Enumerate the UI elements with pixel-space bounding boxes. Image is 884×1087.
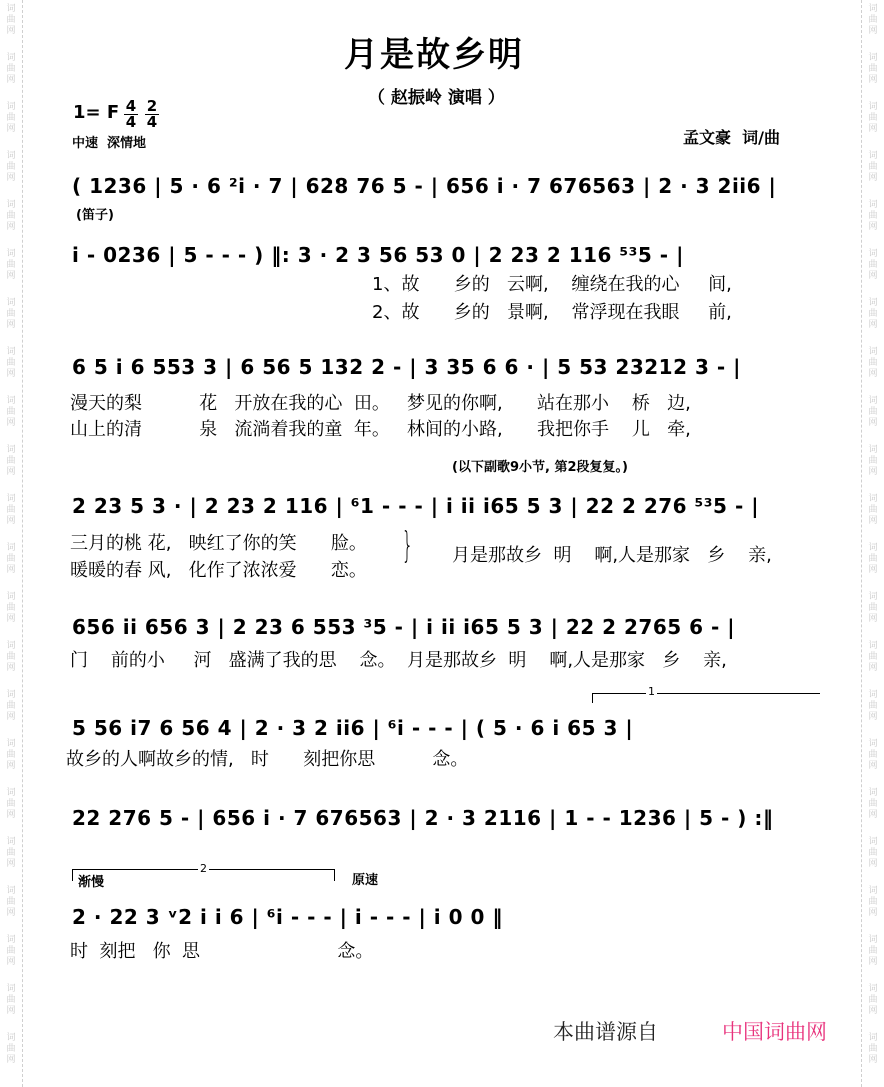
- watermark-char: 曲: [6, 211, 16, 221]
- watermark-char: 网: [868, 663, 878, 673]
- song-title: 月是故乡明: [344, 35, 524, 75]
- watermark-char: 曲: [6, 750, 16, 760]
- lyric-line-2-verse-1: 1、故 乡的 云啊, 缠绕在我的心 间,: [372, 274, 732, 295]
- watermark-char: 曲: [868, 848, 878, 858]
- watermark-char: 曲: [868, 113, 878, 123]
- watermark-char: 词: [868, 494, 878, 504]
- site-name-link[interactable]: 中国词曲网: [722, 1020, 827, 1044]
- watermark-char: 网: [868, 173, 878, 183]
- watermark-char: 曲: [6, 897, 16, 907]
- watermark-char: 词: [6, 249, 16, 259]
- watermark-char: 网: [6, 467, 16, 477]
- watermark-char: 词: [868, 1033, 878, 1043]
- watermark-char: 网: [6, 712, 16, 722]
- watermark-char: 曲: [6, 260, 16, 270]
- score-line-4: 2 23 5 3 · | 2 23 2 116 | ⁶1 - - - | i ii i65 5 3 | 22 2 276 ⁵³5 - |: [72, 494, 760, 518]
- watermark-char: 网: [868, 908, 878, 918]
- verse-brace: }: [401, 525, 414, 566]
- watermark-char: 网: [6, 124, 16, 134]
- watermark-char: 网: [868, 75, 878, 85]
- watermark-char: 网: [6, 173, 16, 183]
- watermark-char: 词: [6, 935, 16, 945]
- credits: 孟文豪 词/曲: [683, 128, 780, 147]
- watermark-char: 网: [6, 26, 16, 36]
- watermark-char: 曲: [6, 848, 16, 858]
- lyric-line-3-verse-2: 山上的清 泉 流淌着我的童 年。 林间的小路, 我把你手 儿 牵,: [70, 419, 691, 440]
- volta-1-bracket-end: [592, 693, 593, 703]
- watermark-char: 词: [6, 102, 16, 112]
- watermark-char: 词: [6, 347, 16, 357]
- watermark-char: 网: [6, 271, 16, 281]
- repeat-annotation: (以下副歌9小节, 第2段复复。): [452, 460, 628, 475]
- watermark-char: 曲: [868, 554, 878, 564]
- watermark-char: 词: [6, 396, 16, 406]
- tempo-marking: 中速 深情地: [72, 136, 147, 151]
- watermark-char: 词: [868, 543, 878, 553]
- watermark-char: 词: [6, 788, 16, 798]
- watermark-char: 曲: [6, 554, 16, 564]
- watermark-char: 曲: [6, 113, 16, 123]
- score-line-7: 22 276 5 - | 656 i · 7 676563 | 2 · 3 2116 | 1 - - 1236 | 5 - ) :‖: [72, 806, 774, 830]
- watermark-char: 词: [6, 53, 16, 63]
- lyric-line-8: 时 刻把 你 思 念。: [70, 941, 374, 962]
- score-line-5: 656 ii 656 3 | 2 23 6 553 ³5 - | i ii i65 5 3 | 22 2 2765 6 - |: [72, 615, 736, 639]
- lyric-line-2-verse-2: 2、故 乡的 景啊, 常浮现在我眼 前,: [372, 302, 732, 323]
- watermark-char: 词: [868, 837, 878, 847]
- watermark-char: 网: [6, 761, 16, 771]
- score-line-6: 5 56 i7 6 56 4 | 2 · 3 2 ii6 | ⁶i - - - | ( 5 · 6 i 65 3 |: [72, 716, 634, 740]
- meter-a-bottom: 4: [125, 113, 137, 131]
- watermark-char: 曲: [868, 15, 878, 25]
- watermark-char: 曲: [6, 162, 16, 172]
- score-line-8: 2 · 22 3 ᵛ2 i i 6 | ⁶i - - - | i - - - | i 0 0 ‖: [72, 905, 503, 929]
- watermark-char: 词: [868, 641, 878, 651]
- left-watermark-strip: [0, 0, 23, 1087]
- watermark-char: 曲: [868, 456, 878, 466]
- meter-b-top: 2: [146, 97, 158, 115]
- lyric-line-5: 门 前的小 河 盛满了我的思 念。 月是那故乡 明 啊,人是那家 乡 亲,: [70, 650, 727, 671]
- watermark-char: 网: [6, 810, 16, 820]
- watermark-char: 网: [6, 369, 16, 379]
- watermark-char: 曲: [868, 407, 878, 417]
- watermark-char: 网: [6, 75, 16, 85]
- watermark-char: 词: [6, 543, 16, 553]
- watermark-char: 词: [6, 445, 16, 455]
- watermark-char: 网: [6, 663, 16, 673]
- watermark-char: 曲: [6, 15, 16, 25]
- watermark-char: 网: [868, 1006, 878, 1016]
- watermark-char: 词: [868, 151, 878, 161]
- watermark-char: 曲: [868, 260, 878, 270]
- watermark-char: 网: [6, 1006, 16, 1016]
- watermark-char: 曲: [6, 505, 16, 515]
- watermark-char: 网: [6, 908, 16, 918]
- watermark-char: 曲: [868, 652, 878, 662]
- watermark-char: 曲: [868, 995, 878, 1005]
- watermark-char: 网: [868, 810, 878, 820]
- watermark-char: 词: [6, 151, 16, 161]
- watermark-char: 曲: [6, 603, 16, 613]
- watermark-char: 词: [6, 4, 16, 14]
- watermark-char: 网: [6, 1055, 16, 1065]
- tempo-a-tempo: 原速: [352, 873, 379, 888]
- watermark-char: 网: [6, 320, 16, 330]
- watermark-char: 网: [868, 859, 878, 869]
- watermark-char: 曲: [6, 358, 16, 368]
- volta-1-bracket: [592, 693, 820, 694]
- watermark-char: 词: [6, 200, 16, 210]
- watermark-char: 词: [868, 690, 878, 700]
- volta-1-number: 1: [648, 685, 655, 698]
- watermark-char: 曲: [868, 701, 878, 711]
- watermark-char: 词: [6, 1033, 16, 1043]
- watermark-char: 词: [868, 347, 878, 357]
- watermark-char: 网: [6, 614, 16, 624]
- lyric-line-6: 故乡的人啊故乡的情, 时 刻把你思 念。: [66, 749, 469, 770]
- watermark-char: 词: [6, 886, 16, 896]
- watermark-char: 词: [868, 102, 878, 112]
- watermark-char: 曲: [868, 897, 878, 907]
- score-line-2: i - 0236 | 5 - - - ) ‖: 3 · 2 3 56 53 0 | 2 23 2 116 ⁵³5 - |: [72, 243, 684, 267]
- watermark-char: 曲: [868, 162, 878, 172]
- watermark-char: 词: [868, 886, 878, 896]
- watermark-char: 网: [868, 124, 878, 134]
- watermark-char: 网: [868, 761, 878, 771]
- watermark-char: 词: [6, 739, 16, 749]
- watermark-char: 网: [6, 565, 16, 575]
- volta-2-bracket-right: [334, 869, 335, 881]
- watermark-char: 词: [868, 4, 878, 14]
- watermark-char: 词: [6, 298, 16, 308]
- watermark-char: 网: [868, 418, 878, 428]
- watermark-char: 词: [868, 592, 878, 602]
- watermark-char: 网: [6, 516, 16, 526]
- watermark-char: 网: [6, 859, 16, 869]
- watermark-char: 曲: [6, 407, 16, 417]
- watermark-char: 词: [6, 494, 16, 504]
- watermark-char: 网: [868, 712, 878, 722]
- watermark-char: 词: [868, 445, 878, 455]
- watermark-char: 网: [868, 565, 878, 575]
- watermark-char: 词: [6, 641, 16, 651]
- watermark-char: 曲: [868, 946, 878, 956]
- watermark-char: 网: [868, 26, 878, 36]
- meter-2-4: [145, 99, 159, 130]
- watermark-char: 曲: [868, 505, 878, 515]
- performer: （ 赵振岭 演唱 ）: [368, 88, 505, 108]
- lyric-line-4-verse-1: 三月的桃 花, 映红了你的笑 脸。: [70, 533, 367, 554]
- watermark-char: 曲: [6, 995, 16, 1005]
- watermark-char: 网: [868, 516, 878, 526]
- watermark-char: 曲: [868, 1044, 878, 1054]
- watermark-char: 曲: [6, 456, 16, 466]
- watermark-char: 曲: [868, 211, 878, 221]
- lyric-line-3-verse-1: 漫天的梨 花 开放在我的心 田。 梦见的你啊, 站在那小 桥 边,: [70, 393, 691, 414]
- source-label: 本曲谱源自: [553, 1020, 658, 1044]
- volta-2-bracket-left: [72, 869, 73, 881]
- watermark-char: 网: [6, 418, 16, 428]
- watermark-char: 网: [6, 222, 16, 232]
- watermark-char: 网: [868, 957, 878, 967]
- lyric-line-4-verse-2: 暖暖的春 风, 化作了浓浓爱 恋。: [70, 560, 367, 581]
- watermark-char: 曲: [6, 64, 16, 74]
- right-watermark-strip: [861, 0, 884, 1087]
- watermark-char: 曲: [868, 750, 878, 760]
- score-line-1: ( 1236 | 5 · 6 ²i · 7 | 628 76 5 - | 656 i · 7 676563 | 2 · 3 2ii6 |: [72, 174, 777, 198]
- watermark-char: 网: [868, 614, 878, 624]
- watermark-char: 曲: [868, 799, 878, 809]
- meter-4-4: [124, 99, 138, 130]
- watermark-char: 曲: [868, 358, 878, 368]
- key-signature: 1= F: [73, 102, 120, 123]
- watermark-char: 词: [868, 298, 878, 308]
- watermark-char: 词: [6, 984, 16, 994]
- watermark-char: 词: [868, 739, 878, 749]
- watermark-char: 网: [868, 1055, 878, 1065]
- watermark-char: 词: [868, 984, 878, 994]
- volta-2-number: 2: [200, 862, 207, 875]
- watermark-char: 曲: [6, 309, 16, 319]
- watermark-char: 词: [6, 592, 16, 602]
- watermark-char: 词: [6, 837, 16, 847]
- tempo-ritardando: 渐慢: [78, 875, 105, 890]
- watermark-char: 网: [868, 467, 878, 477]
- watermark-char: 词: [868, 935, 878, 945]
- instrument-label: (笛子): [76, 208, 114, 223]
- meter-a-top: 4: [125, 97, 137, 115]
- score-line-3: 6 5 i 6 553 3 | 6 56 5 132 2 - | 3 35 6 6 · | 5 53 23212 3 - |: [72, 355, 741, 379]
- watermark-char: 词: [868, 249, 878, 259]
- watermark-char: 词: [868, 200, 878, 210]
- watermark-char: 网: [868, 271, 878, 281]
- watermark-char: 曲: [868, 603, 878, 613]
- meter-b-bottom: 4: [146, 113, 158, 131]
- watermark-char: 曲: [6, 1044, 16, 1054]
- watermark-char: 词: [868, 396, 878, 406]
- watermark-char: 词: [868, 53, 878, 63]
- watermark-char: 词: [868, 788, 878, 798]
- watermark-char: 网: [6, 957, 16, 967]
- watermark-char: 曲: [6, 701, 16, 711]
- lyric-line-4-chorus: 月是那故乡 明 啊,人是那家 乡 亲,: [452, 545, 772, 566]
- watermark-char: 曲: [868, 64, 878, 74]
- watermark-char: 曲: [868, 309, 878, 319]
- watermark-char: 词: [6, 690, 16, 700]
- watermark-char: 网: [868, 320, 878, 330]
- watermark-char: 曲: [6, 652, 16, 662]
- watermark-char: 曲: [6, 799, 16, 809]
- watermark-char: 网: [868, 369, 878, 379]
- watermark-char: 网: [868, 222, 878, 232]
- watermark-char: 曲: [6, 946, 16, 956]
